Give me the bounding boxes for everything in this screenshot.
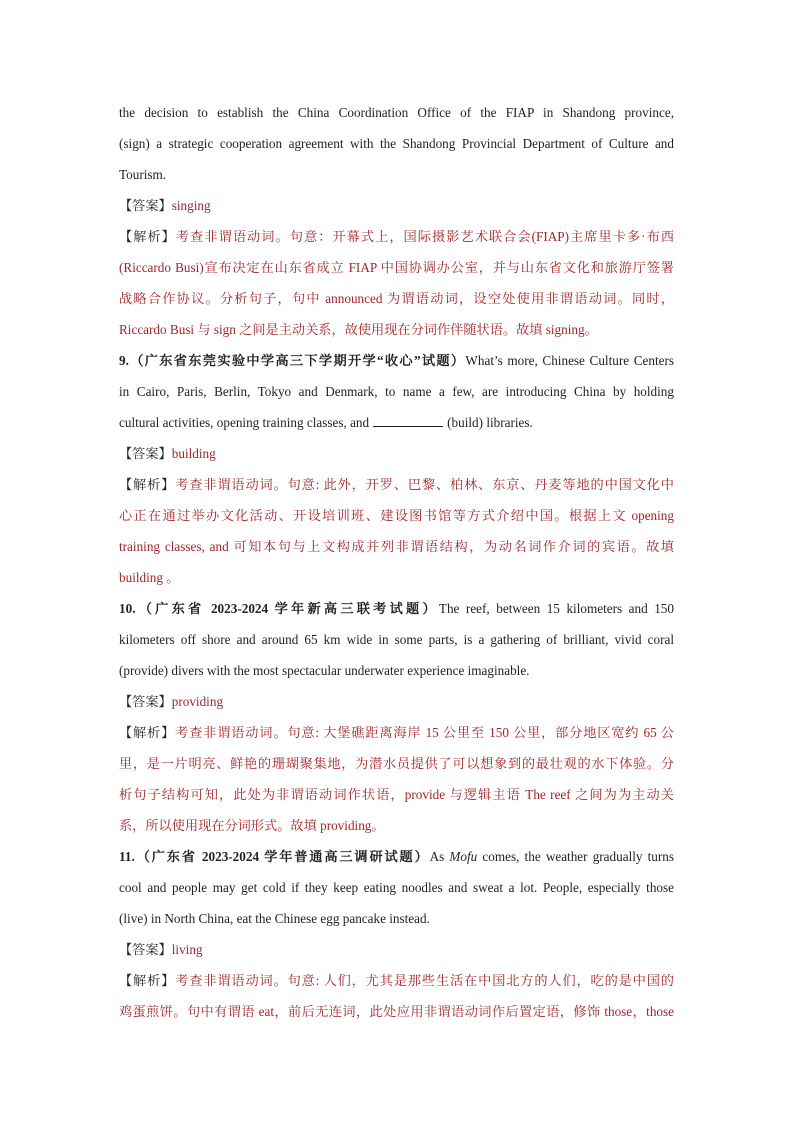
document-content bbox=[119, 97, 674, 1027]
question-text-italic: Mofu bbox=[449, 849, 478, 864]
question-text: comes, the weather gradually turns bbox=[482, 849, 674, 864]
q8-answer bbox=[119, 190, 674, 221]
q8-line-3: Tourism. bbox=[119, 167, 167, 182]
question-text: (build) libraries. bbox=[447, 415, 533, 430]
answer-blank bbox=[373, 414, 443, 427]
q11-analysis-2: 鸡蛋煎饼。句中有谓语 eat，前后无连词，此处应用非谓语动词作后置定语，修饰 those，those bbox=[119, 1004, 674, 1019]
q11-line-3: (live) in North China, eat the Chinese egg pancake instead. bbox=[119, 911, 430, 926]
q10-analysis-4: 系，所以使用现在分词形式。故填 providing。 bbox=[119, 818, 385, 833]
q8-analysis-2: (Riccardo Busi)宣布决定在山东省成立 FIAP 中国协调办公室，并与山东省文化和旅游厅签署 bbox=[119, 260, 674, 275]
question-text: What’s more, Chinese Culture Centers bbox=[465, 353, 674, 368]
answer-value: living bbox=[171, 942, 203, 957]
q9-answer bbox=[119, 438, 674, 469]
q8-line-2: (sign) a strategic cooperation agreement with the Shandong Provincial Department of Culture and bbox=[119, 136, 674, 151]
answer-label: 【答案】 bbox=[119, 446, 172, 461]
q9-analysis-1 bbox=[119, 469, 674, 500]
analysis-label: 【解析】 bbox=[119, 477, 176, 492]
analysis-text: 考查非谓语动词。句意: 此外，开罗、巴黎、柏林、东京、丹麦等地的中国文化中 bbox=[175, 477, 674, 492]
q11-answer bbox=[119, 934, 674, 965]
analysis-text: 考查非谓语动词。句意: 人们，尤其是那些生活在中国北方的人们，吃的是中国的 bbox=[175, 973, 674, 988]
analysis-text: 考查非谓语动词。句意：开幕式上，国际摄影艺术联合会(FIAP)主席里卡多·布西 bbox=[175, 229, 674, 244]
question-text: The reef, between 15 kilometers and 150 bbox=[438, 601, 674, 616]
answer-value: building bbox=[171, 446, 216, 461]
analysis-text: 考查非谓语动词。句意: 大堡礁距离海岸 15 公里至 150 公里，部分地区宽约 65 公 bbox=[175, 725, 674, 740]
q8-analysis-3: 战略合作协议。分析句子，句中 announced 为谓语动词，设空处使用非谓语动词。同时， bbox=[119, 291, 674, 306]
analysis-label: 【解析】 bbox=[119, 973, 176, 988]
q10-line-2: kilometers off shore and around 65 km wide in some parts, is a gathering of brilliant, vivid coral bbox=[119, 632, 674, 647]
analysis-label: 【解析】 bbox=[119, 229, 176, 244]
question-number: 10. bbox=[119, 601, 136, 616]
q10-analysis-2: 里，是一片明亮、鲜艳的珊瑚聚集地，为潜水员提供了可以想象到的最壮观的水下体验。分 bbox=[119, 756, 674, 771]
question-source: （广东省 2023-2024 学年普通高三调研试题） bbox=[134, 849, 430, 864]
q9-analysis-2: 心正在通过举办文化活动、开设培训班、建设图书馆等方式介绍中国。根据上文 opening bbox=[119, 508, 674, 523]
question-number: 11. bbox=[119, 849, 135, 864]
q11-line-1 bbox=[119, 841, 674, 872]
q10-line-3: (provide) divers with the most spectacular underwater experience imaginable. bbox=[119, 663, 530, 678]
question-source: （广东省东莞实验中学高三下学期开学“收心”试题） bbox=[128, 353, 466, 368]
q10-answer bbox=[119, 686, 674, 717]
q9-line-3 bbox=[119, 407, 674, 438]
q8-analysis-4: Riccardo Busi 与 sign 之间是主动关系，故使用现在分词作伴随状语。故填 signing。 bbox=[119, 322, 598, 337]
q9-line-1 bbox=[119, 345, 674, 376]
question-source: （广东省 2023-2024 学年新高三联考试题） bbox=[135, 601, 439, 616]
q10-analysis-1 bbox=[119, 717, 674, 748]
q10-analysis-3: 析句子结构可知，此处为非谓语动词作状语，provide 与逻辑主语 The reef 之间为为主动关 bbox=[119, 787, 674, 802]
q11-line-2: cool and people may get cold if they keep eating noodles and sweat a lot. People, especially those bbox=[119, 880, 674, 895]
q8-line-1: the decision to establish the China Coordination Office of the FIAP in Shandong province, bbox=[119, 105, 674, 120]
q9-analysis-4: building 。 bbox=[119, 570, 180, 585]
analysis-label: 【解析】 bbox=[119, 725, 176, 740]
question-text: As bbox=[429, 849, 445, 864]
q9-line-2: in Cairo, Paris, Berlin, Tokyo and Denmark, to name a few, are introducing China by holding bbox=[119, 384, 674, 399]
q10-line-1 bbox=[119, 593, 674, 624]
answer-value: providing bbox=[171, 694, 224, 709]
answer-label: 【答案】 bbox=[119, 942, 172, 957]
answer-label: 【答案】 bbox=[119, 694, 172, 709]
answer-label: 【答案】 bbox=[119, 198, 172, 213]
question-number: 9. bbox=[119, 353, 129, 368]
question-text: cultural activities, opening training classes, and bbox=[119, 415, 370, 430]
answer-value: singing bbox=[171, 198, 211, 213]
q9-analysis-3: training classes, and 可知本句与上文构成并列非谓语结构，为动名词作介词的宾语。故填 bbox=[119, 539, 674, 554]
q11-analysis-1 bbox=[119, 965, 674, 996]
q8-analysis-1 bbox=[119, 221, 674, 252]
